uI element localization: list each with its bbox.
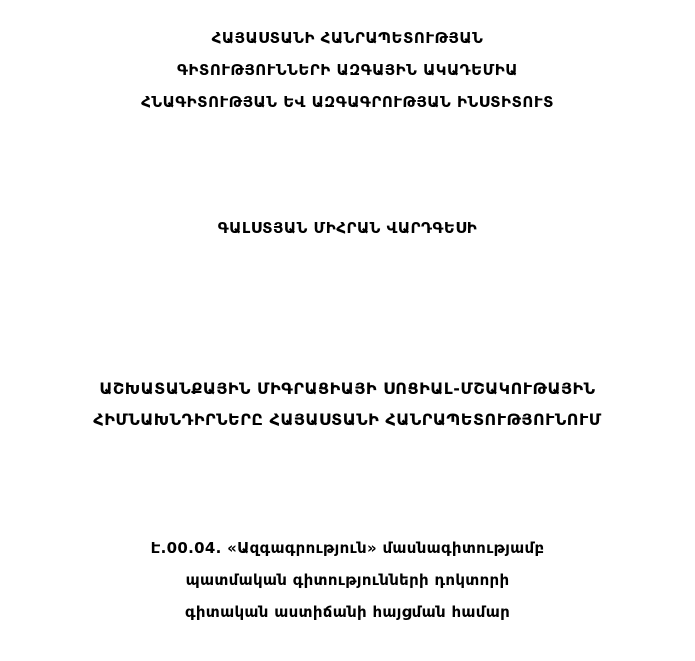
degree-line-3: գիտական աստիճանի հայցման համար [184,603,511,621]
institution-line-1: ՀԱՅԱՍՏԱՆԻ ՀԱՆՐԱՊԵՏՈՒԹՅԱՆ [211,29,484,47]
degree-line-1: Է.00.04. «Ազգագրություն» մասնագիտությամբ [150,539,545,557]
author-name: ԳԱԼՍՏՅԱՆ ՄԻՀՐԱՆ ՎԱՐԴԳԵՍԻ [217,219,478,237]
institution-line-2: ԳԻՏՈՒԹՅՈՒՆՆԵՐԻ ԱԶԳԱՅԻՆ ԱԿԱԴԵՄԻԱ [177,61,518,79]
dissertation-title-line-1: ԱՇԽԱՏԱՆՔԱՅԻՆ ՄԻԳՐԱՑԻԱՅԻ ՍՈՑԻԱԼ-ՄՇԱԿՈՒԹԱՅԻՆ [99,379,596,398]
dissertation-title-line-2: ՀԻՄՆԱԽՆԴԻՐՆԵՐԸ ՀԱՅԱՍՏԱՆԻ ՀԱՆՐԱՊԵՏՈՒԹՅՈՒՆՈՒՄ [93,410,602,429]
institution-line-3: ՀՆԱԳԻՏՈՒԹՅԱՆ ԵՎ ԱԶԳԱԳՐՈՒԹՅԱՆ ԻՆՍՏԻՏՈՒՏ [141,93,554,111]
degree-line-2: պատմական գիտությունների դոկտորի [185,571,510,589]
